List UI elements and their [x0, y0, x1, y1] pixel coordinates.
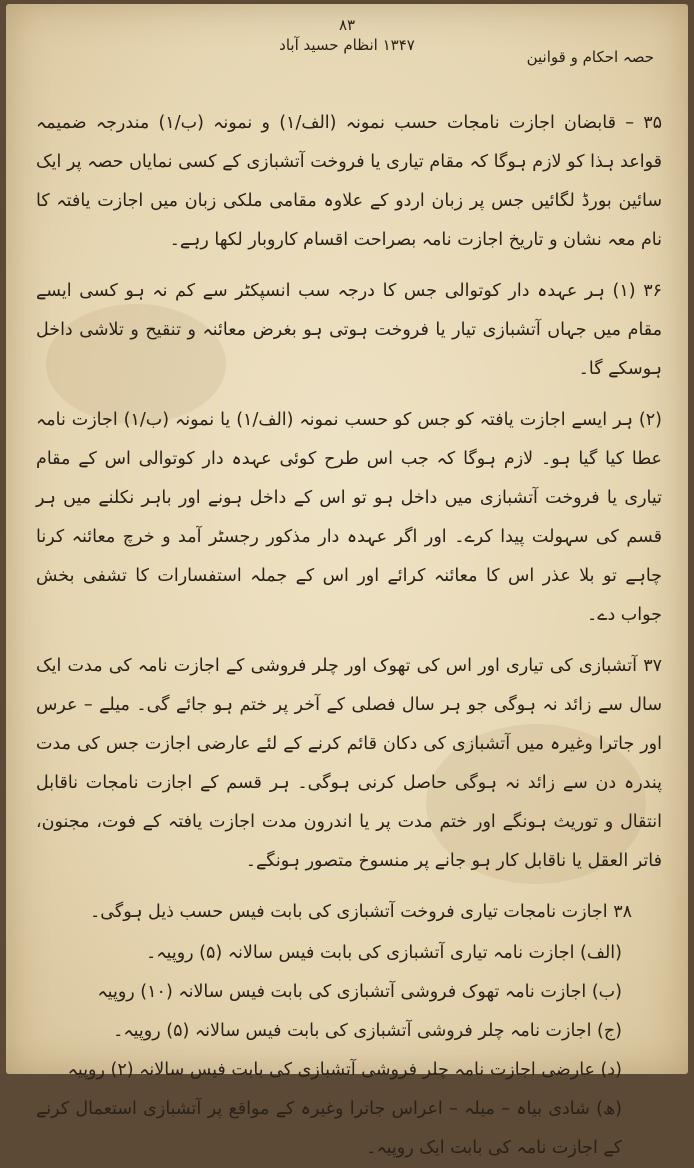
fee-item: (د) عارضی اجازت نامہ چلر فروشی آتشبازی کی بابت فیس سالانہ (۲) روپیہ — [67, 1060, 622, 1080]
fee-item: (ھ) شادی بیاہ – میلہ – اعراس جاترا وغیرہ کے مواقع پر آتشبازی استعمال کرنے کے اجازت نامہ کی بابت ایک روپیہ۔ — [36, 1099, 622, 1158]
page-body — [36, 104, 662, 1168]
fee-list — [36, 934, 662, 1168]
paragraph-36-2: (۲) ہر ایسے اجازت یافتہ کو جس کو حسب نمونہ (الف/۱) یا نمونہ (ب/۱) اجازت نامہ عطا کیا گیا ہو۔ لازم ہوگا کہ جب اس طرح کوئی عہدہ دار کوتوالی اس کے مقام تیاری یا فروخت آتشبازی میں داخل ہو تو اس کے داخل ہونے اور باہر نکلنے میں ہر قسم کی سہولت پیدا کرے۔ اور اگر عہدہ دار مذکور رجسٹر آمد و خرچ معائنہ کرنا چاہے تو بلا عذر اس کا معائنہ کرائے اور اس کے جملہ استفسارات کا تشفی بخش جواب دے۔ — [36, 410, 662, 625]
manuscript-page — [6, 4, 688, 1158]
paragraph-35: ۳۵ – قابضان اجازت نامجات حسب نمونہ (الف/۱) و نمونہ (ب/۱) مندرجہ ضمیمہ قواعد ہذا کو لازم ہوگا کہ مقام تیاری یا فروخت آتشبازی کے کسی نمایاں حصہ پر ایک سائین بورڈ لگائیں جس پر زبان اردو کے علاوہ مقامی ملکی زبان میں اجازت یافتہ کا نام معہ نشان و تاریخ اجازت نامہ بصراحت اقسام کاروبار لکھا رہے۔ — [36, 113, 662, 250]
page-header-section: حصہ احکام و قوانین — [526, 48, 654, 66]
page-number: ۸۳ — [338, 16, 356, 34]
fee-item: (ج) اجازت نامہ چلر فروشی آتشبازی کی بابت فیس سالانہ (۵) روپیہ۔ — [113, 1021, 622, 1041]
paragraph-38: ۳۸ اجازت نامجات تیاری فروخت آتشبازی کی بابت فیس حسب ذیل ہوگی۔ — [90, 902, 632, 922]
fee-item: (الف) اجازت نامہ تیاری آتشبازی کی بابت فیس سالانہ (۵) روپیہ۔ — [146, 943, 622, 963]
paragraph-37: ۳۷ آتشبازی کی تیاری اور اس کی تھوک اور چلر فروشی کے اجازت نامہ کی مدت ایک سال سے زائد نہ ہوگی جو ہر سال فصلی کے آخر پر ختم ہو جائے گی۔ میلے – عرس اور جاترا وغیرہ میں آتشبازی کی دکان قائم کرنے کے لئے عارضی اجازت جس کی مدت پندرہ دن سے زائد نہ ہوگی حاصل کرنی ہوگی۔ ہر قسم کے اجازت نامجات ناقابل انتقال و توریث ہونگے اور ختم مدت پر یا اندرون مدت اجازت یافتہ کے فوت، مجنون، فاتر العقل یا ناقابل کار ہو جانے پر منسوخ متصور ہونگے۔ — [36, 656, 662, 871]
paragraph-36-1: ۳۶ (۱) ہر عہدہ دار کوتوالی جس کا درجہ سب انسپکٹر سے کم نہ ہو کسی ایسے مقام میں جہاں آتشبازی تیار یا فروخت ہوتی ہو بغرض معائنہ و تنقیح و تلاشی داخل ہوسکے گا۔ — [36, 281, 663, 379]
page-header-title: ۱۳۴۷ انظام حسید آباد — [279, 36, 415, 54]
fee-item: (ب) اجازت نامہ تھوک فروشی آتشبازی کی بابت فیس سالانہ (۱۰) روپیہ — [97, 982, 622, 1002]
